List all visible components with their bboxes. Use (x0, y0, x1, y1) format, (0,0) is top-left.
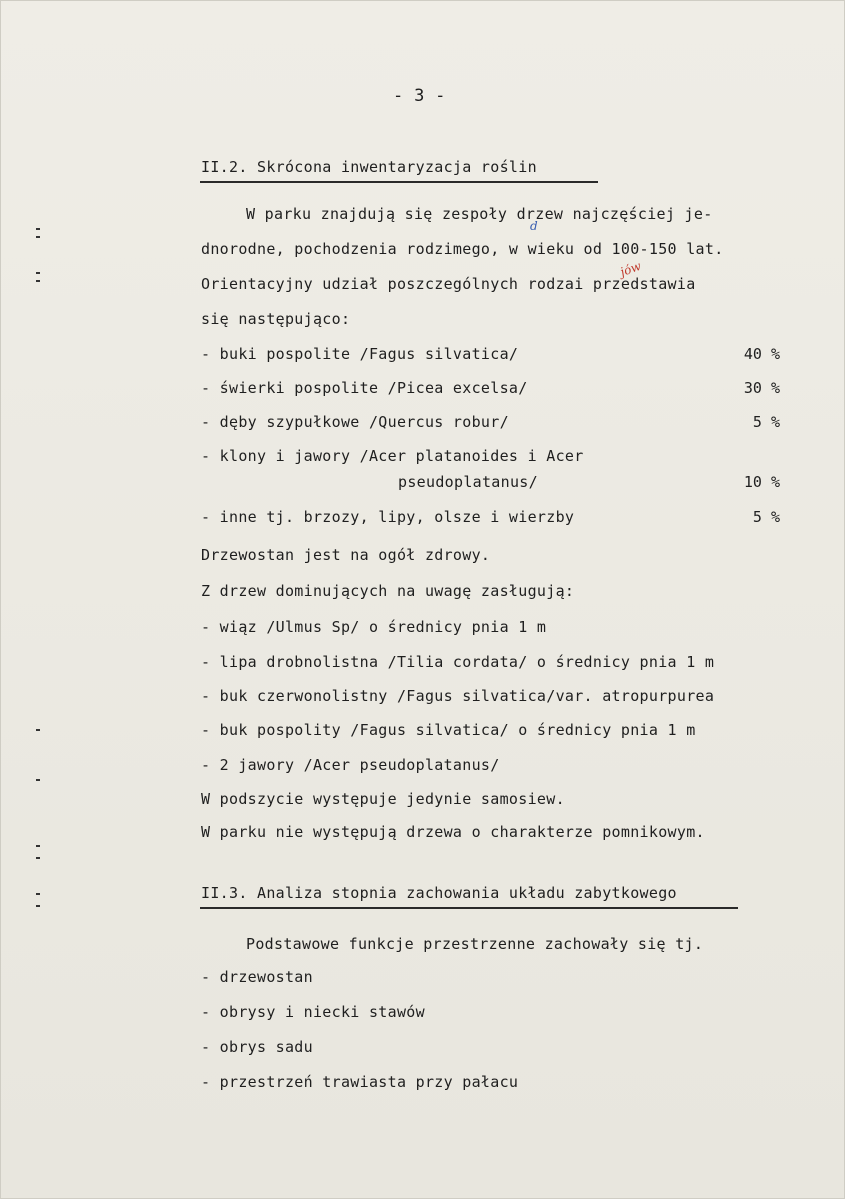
margin-mark (36, 857, 40, 859)
intro-line: Orientacyjny udział poszczególnych rodzai przedstawia (201, 275, 696, 293)
intro-line: się następująco: (201, 310, 351, 328)
margin-mark (36, 280, 40, 282)
dominant-tree: - wiąz /Ulmus Sp/ o średnicy pnia 1 m (201, 618, 547, 636)
heading-underline (200, 907, 738, 909)
feature-item: - obrys sadu (201, 1038, 313, 1056)
margin-mark (36, 236, 40, 238)
species-percent: 5 % (752, 508, 780, 526)
section-heading-2: II.2. Skrócona inwentaryzacja roślin (201, 158, 537, 176)
feature-item: - obrysy i niecki stawów (201, 1003, 425, 1021)
margin-mark (36, 729, 40, 731)
species-item: - inne tj. brzozy, lipy, olsze i wierzby (201, 508, 575, 526)
species-percent: 10 % (743, 473, 780, 491)
species-percent: 5 % (752, 413, 780, 431)
feature-item: - drzewostan (201, 968, 313, 986)
dominant-tree: - lipa drobnolistna /Tilia cordata/ o średnicy pnia 1 m (201, 653, 715, 671)
health-statement: Drzewostan jest na ogół zdrowy. (201, 546, 491, 564)
dominant-tree: - buk czerwonolistny /Fagus silvatica/var. atropurpurea (201, 687, 715, 705)
dominant-tree: - buk pospolity /Fagus silvatica/ o średnicy pnia 1 m (201, 721, 696, 739)
species-percent: 30 % (743, 379, 780, 397)
species-item: - buki pospolite /Fagus silvatica/ (201, 345, 519, 363)
section-heading-3: II.3. Analiza stopnia zachowania układu zabytkowego (201, 884, 677, 902)
margin-mark (36, 845, 40, 847)
species-item: - klony i jawory /Acer platanoides i Acer (201, 447, 584, 465)
species-percent: 40 % (743, 345, 780, 363)
margin-mark (36, 228, 40, 230)
handwritten-correction: d (530, 219, 538, 233)
margin-mark (36, 272, 40, 274)
species-item-continued: pseudoplatanus/ (398, 473, 538, 491)
handwritten-correction: jów (618, 258, 643, 280)
intro-line: W parku znajdują się zespoły drzew najczęściej je- (246, 205, 713, 223)
intro-line: dnorodne, pochodzenia rodzimego, w wieku od 100-150 lat. (201, 240, 724, 258)
dominant-tree: - 2 jawory /Acer pseudoplatanus/ (201, 756, 500, 774)
heading-underline (200, 181, 598, 183)
margin-mark (36, 893, 40, 895)
margin-mark (36, 905, 40, 907)
page-number: - 3 - (393, 86, 446, 106)
species-item: - dęby szypułkowe /Quercus robur/ (201, 413, 509, 431)
section-intro: Podstawowe funkcje przestrzenne zachowały się tj. (246, 935, 704, 953)
species-item: - świerki pospolite /Picea excelsa/ (201, 379, 528, 397)
monument-statement: W parku nie występują drzewa o charakterze pomnikowym. (201, 823, 705, 841)
margin-mark (36, 779, 40, 781)
feature-item: - przestrzeń trawiasta przy pałacu (201, 1073, 519, 1091)
undergrowth-statement: W podszycie występuje jedynie samosiew. (201, 790, 565, 808)
dominant-intro: Z drzew dominujących na uwagę zasługują: (201, 582, 575, 600)
